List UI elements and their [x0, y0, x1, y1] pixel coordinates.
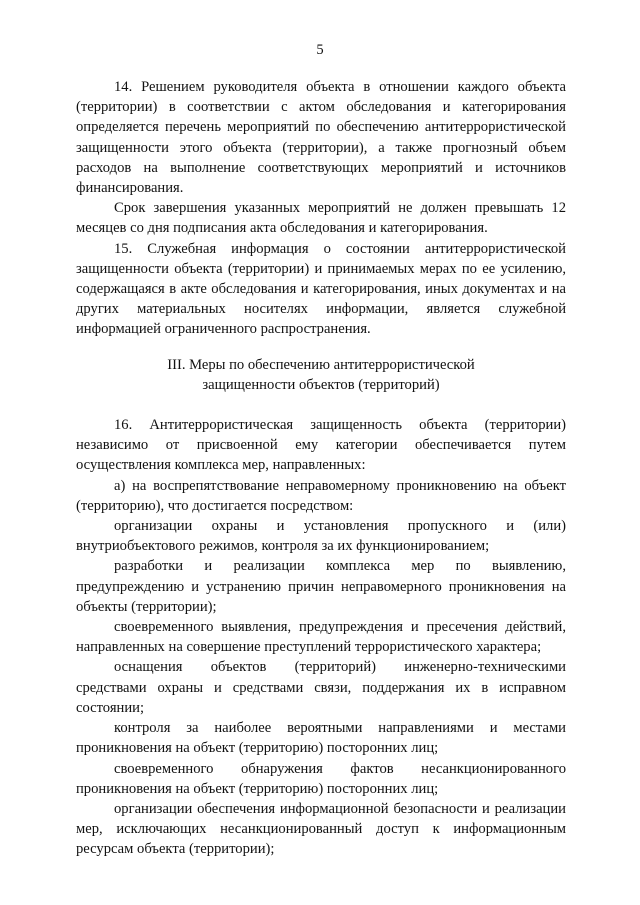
list-item-infosec: организации обеспечения информационной безопасности и реализации мер, исключающих несанкционированный доступ к информационным ресурсам объекта (территории); [76, 800, 566, 858]
list-item-detection: своевременного выявления, предупреждения и пресечения действий, направленных на совершение преступлений террористического характера; [76, 619, 566, 656]
paragraph-16a: а) на воспрепятствование неправомерному проникновению на объект (территорию), что достигается посредством: [76, 477, 566, 514]
section-heading-line-2: защищенности объектов (территорий) [202, 376, 440, 393]
paragraph-14: 14. Решением руководителя объекта в отношении каждого объекта (территории) в соответствии с актом обследования и категорирования определяется перечень мероприятий по обеспечению антитеррористической защищенности этого объекта (территории), а также прогнозный объем расходов на выполнение соответствующих мероприятий и источников финансирования. [76, 79, 566, 197]
page-number: 5 [316, 42, 324, 58]
list-item-control: контроля за наиболее вероятными направлениями и местами проникновения на объект (территорию) посторонних лиц; [76, 720, 566, 757]
paragraph-deadline: Срок завершения указанных мероприятий не должен превышать 12 месяцев со дня подписания акта обследования и категорирования. [76, 200, 566, 237]
paragraph-15: 15. Служебная информация о состоянии антитеррористической защищенности объекта (территории) и принимаемых мерах по ее усилению, содержащаяся в акте обследования и категорирования, иных документах и на других материальных носителях информации, является служебной информацией ограниченного распространения. [76, 240, 566, 338]
list-item-measures: разработки и реализации комплекса мер по выявлению, предупреждению и устранению причин неправомерного проникновения на объекты (территории); [76, 558, 566, 615]
section-heading [76, 355, 566, 395]
section-heading-line-1: III. Меры по обеспечению антитеррористической [167, 356, 475, 373]
list-item-discovery: своевременного обнаружения фактов несанкционированного проникновения на объект (территорию) посторонних лиц; [76, 760, 566, 797]
paragraph-16: 16. Антитеррористическая защищенность объекта (территории) независимо от присвоенной ему категории обеспечивается путем осуществления комплекса мер, направленных: [76, 417, 566, 474]
list-item-guard: организации охраны и установления пропускного и (или) внутриобъектового режимов, контроля за их функционированием; [76, 518, 566, 555]
document-body [76, 77, 566, 860]
list-item-equipment: оснащения объектов (территорий) инженерно-техническими средствами охраны и средствами связи, поддержания их в исправном состоянии; [76, 659, 566, 716]
